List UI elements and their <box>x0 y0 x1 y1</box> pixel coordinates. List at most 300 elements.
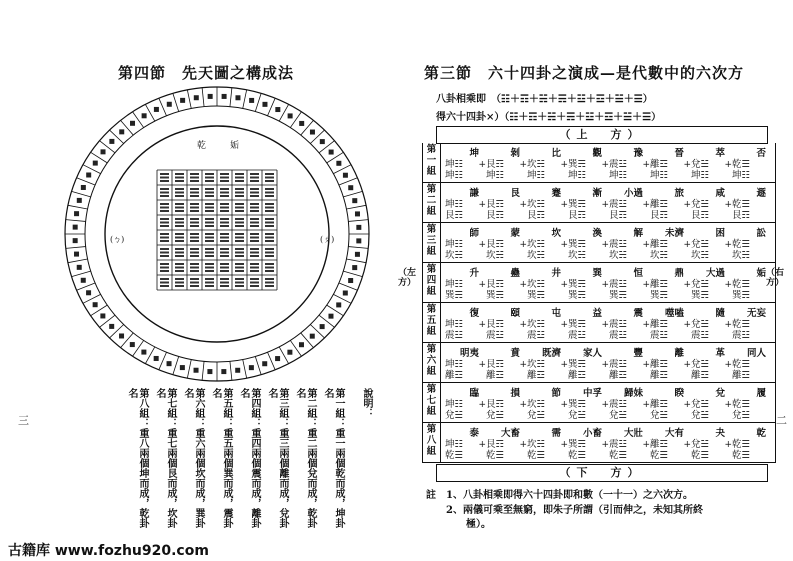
diagram-hexagram-mark <box>320 324 325 329</box>
diagram-grid-mark <box>175 237 184 239</box>
plus-sign: + <box>519 240 527 250</box>
lower-trigram: 離☲ <box>445 370 464 381</box>
diagram-spoke <box>202 88 204 107</box>
diagram-grid-mark <box>250 267 259 269</box>
lower-trigram: 艮☶ <box>691 210 710 221</box>
group-label: 第五組 <box>423 303 441 342</box>
diagram-grid-mark <box>235 218 244 220</box>
right-page-number: 二 <box>776 414 787 427</box>
diagram-hexagram-mark <box>262 102 267 107</box>
upper-trigram: 巽☴ <box>568 239 587 250</box>
diagram-grid-mark <box>250 222 259 224</box>
group-label: 第六組 <box>423 343 441 382</box>
hexagram-cell <box>730 143 770 179</box>
diagram-grid-mark <box>190 240 199 242</box>
diagram-grid-mark <box>235 267 244 269</box>
diagram-grid-mark <box>250 278 259 280</box>
diagram-spoke <box>77 283 95 290</box>
hexagram-name: 師 <box>469 228 479 239</box>
plus-sign: + <box>642 440 650 450</box>
hexagram-name: 坎 <box>551 228 561 239</box>
diagram-grid-mark <box>160 282 169 284</box>
hexagram-cell <box>484 343 527 381</box>
diagram-grid-mark <box>160 188 169 190</box>
hexagram-cell <box>689 143 732 181</box>
upper-trigram: 離☲ <box>650 199 669 210</box>
plus-sign: + <box>724 360 732 370</box>
lower-trigram: 坤☷ <box>445 170 464 181</box>
hexagram-cell <box>648 303 691 341</box>
diagram-grid-mark <box>205 237 214 239</box>
diagram-grid-mark <box>220 270 229 272</box>
diagram-hexagram-mark <box>180 365 185 370</box>
upper-trigram: 乾☰ <box>732 439 751 450</box>
hexagram-cell <box>525 263 568 301</box>
diagram-hexagram-mark <box>194 368 199 373</box>
upper-trigram: 坎☵ <box>527 279 546 290</box>
plus-sign: + <box>683 400 691 410</box>
lower-trigram: 艮☶ <box>650 210 669 221</box>
diagram-grid-mark <box>220 225 229 227</box>
lower-trigram: 艮☶ <box>568 210 587 221</box>
diagram-grid-mark <box>160 225 169 227</box>
upper-trigram: 坤☷ <box>445 319 464 330</box>
hexagram-name: 大過 <box>705 268 725 279</box>
diagram-grid-mark <box>190 237 199 239</box>
group-label: 第一組 <box>423 143 441 182</box>
diagram-grid-mark <box>160 278 169 280</box>
hexagram-name: 升 <box>469 268 479 279</box>
plus-sign: + <box>724 440 732 450</box>
diagram-grid-mark <box>205 285 214 287</box>
plus-sign: + <box>519 440 527 450</box>
plus-sign: + <box>601 280 609 290</box>
hexagram-cell <box>443 223 486 261</box>
diagram-grid-mark <box>235 207 244 209</box>
diagram-grid-mark <box>190 255 199 257</box>
lower-trigram: 兌☱ <box>732 410 751 421</box>
group-label: 第三組 <box>423 223 441 262</box>
diagram-grid-mark <box>250 252 259 254</box>
hexagram-cell <box>484 183 527 221</box>
diagram-grid-mark <box>265 285 274 287</box>
plus-sign: + <box>683 440 691 450</box>
diagram-hexagram-mark <box>221 369 226 374</box>
diagram-hexagram-mark <box>119 333 124 338</box>
plus-sign: + <box>683 160 691 170</box>
upper-trigram: 坤☷ <box>445 399 464 410</box>
hexagram-name: 恒 <box>633 268 643 279</box>
diagram-hexagram-mark <box>235 95 240 100</box>
diagram-grid-mark <box>175 270 184 272</box>
upper-trigram: 坎☵ <box>527 319 546 330</box>
upper-trigram: 震☳ <box>609 239 628 250</box>
plus-sign: + <box>683 320 691 330</box>
diagram-hexagram-mark <box>101 149 106 154</box>
diagram-hexagram-mark <box>355 211 360 216</box>
diagram-hexagram-mark <box>299 121 304 126</box>
diagram-hexagram-mark <box>194 95 199 100</box>
diagram-grid-mark <box>160 180 169 182</box>
hexagram-name: 震 <box>633 308 643 319</box>
plus-sign: + <box>724 160 732 170</box>
diagram-spoke <box>66 220 86 222</box>
diagram-grid-mark <box>235 225 244 227</box>
diagram-grid-mark <box>190 188 199 190</box>
diagram-grid-mark <box>190 225 199 227</box>
hexagram-name: 家人 <box>582 348 602 359</box>
lower-trigram: 坤☷ <box>486 170 505 181</box>
diagram-grid-mark <box>160 252 169 254</box>
plus-sign: + <box>560 280 568 290</box>
hexagram-cell <box>443 423 486 461</box>
diagram-hexagram-mark <box>310 334 315 339</box>
diagram-grid-mark <box>265 203 274 205</box>
diagram-grid-mark <box>175 240 184 242</box>
plus-sign: + <box>560 240 568 250</box>
hexagram-name: 渙 <box>592 228 602 239</box>
diagram-grid-mark <box>220 222 229 224</box>
diagram-grid-mark <box>265 237 274 239</box>
plus-sign: + <box>683 280 691 290</box>
lower-trigram: 兌☱ <box>568 410 587 421</box>
diagram-spoke <box>159 98 167 116</box>
lower-trigram: 巽☴ <box>732 290 751 301</box>
diagram-grid-mark <box>250 207 259 209</box>
right-page-title: 第三節 六十四卦之演成—是代數中的六次方 <box>424 64 745 82</box>
diagram-grid-mark <box>160 248 169 250</box>
diagram-grid-mark <box>205 225 214 227</box>
plus-sign: + <box>683 240 691 250</box>
diagram-spoke <box>173 356 179 374</box>
diagram-spoke <box>348 247 368 249</box>
lower-trigram: 兌☱ <box>691 410 710 421</box>
lower-trigram: 乾☰ <box>691 450 710 461</box>
upper-trigram: 乾☰ <box>732 239 751 250</box>
upper-trigram: 兌☱ <box>691 439 710 450</box>
diagram-hexagram-mark <box>288 113 293 118</box>
diagram-hexagram-mark <box>275 107 280 112</box>
diagram-grid-mark <box>160 173 169 175</box>
diagram-grid-mark <box>190 263 199 265</box>
hexagram-name: 晉 <box>674 148 684 159</box>
plus-sign: + <box>642 240 650 250</box>
lower-trigram: 乾☰ <box>609 450 628 461</box>
diagram-hexagram-mark <box>310 130 315 135</box>
lower-trigram: 坎☵ <box>650 250 669 261</box>
left-page-title: 第四節 先天圖之構成法 <box>118 64 295 82</box>
diagram-spoke <box>339 178 357 185</box>
hexagram-cell <box>648 143 691 181</box>
diagram-grid-mark <box>220 237 229 239</box>
hexagram-cell <box>566 303 609 341</box>
lower-trigram: 艮☶ <box>527 210 546 221</box>
diagram-grid-mark <box>265 177 274 179</box>
plus-sign: + <box>601 160 609 170</box>
hexagram-cell <box>525 223 568 261</box>
diagram-grid-mark <box>175 188 184 190</box>
lower-trigram: 艮☶ <box>445 210 464 221</box>
diagram-spoke <box>72 271 91 277</box>
diagram-grid-mark <box>205 180 214 182</box>
diagram-grid-mark <box>220 192 229 194</box>
hexagram-cell <box>730 343 770 379</box>
diagram-grid-mark <box>250 203 259 205</box>
upper-trigram: 離☲ <box>650 359 669 370</box>
formula-line-1: 八卦相乘即 （☷＋☶＋☵＋☴＋☳＋☲＋☱＋☰） <box>436 94 653 105</box>
lower-trigram: 坎☵ <box>609 250 628 261</box>
plus-sign: + <box>519 360 527 370</box>
lower-trigram: 巽☴ <box>527 290 546 301</box>
diagram-hexagram-mark <box>77 265 82 270</box>
xiantian-diagram <box>62 84 372 384</box>
diagram-spoke <box>268 98 276 116</box>
hexagram-cell <box>566 423 609 461</box>
diagram-hexagram-mark <box>222 94 227 99</box>
diagram-grid-mark <box>235 278 244 280</box>
lower-trigram: 離☲ <box>486 370 505 381</box>
upper-trigram: 巽☴ <box>568 319 587 330</box>
hexagram-name: 坤 <box>469 148 479 159</box>
plus-sign: + <box>478 400 486 410</box>
plus-sign: + <box>642 320 650 330</box>
hexagram-cell <box>689 223 732 261</box>
diagram-spoke <box>72 191 91 197</box>
plus-sign: + <box>724 280 732 290</box>
diagram-grid-mark <box>220 207 229 209</box>
upper-trigram: 兌☱ <box>691 159 710 170</box>
diagram-grid-mark <box>160 203 169 205</box>
hexagram-name: 遯 <box>756 188 766 199</box>
hexagram-cell <box>443 263 486 301</box>
plus-sign: + <box>601 200 609 210</box>
hexagram-name: 否 <box>756 148 766 159</box>
lower-trigram: 艮☶ <box>486 210 505 221</box>
diagram-grid-mark <box>205 173 214 175</box>
lower-trigram: 乾☰ <box>650 450 669 461</box>
upper-trigram: 震☳ <box>609 399 628 410</box>
lower-trigram: 兌☱ <box>445 410 464 421</box>
diagram-hexagram-mark <box>81 185 86 190</box>
diagram-grid-mark <box>220 252 229 254</box>
diagram-spoke <box>68 259 88 263</box>
diagram-grid-mark <box>205 252 214 254</box>
plus-sign: + <box>560 320 568 330</box>
upper-trigram: 坤☷ <box>445 279 464 290</box>
diagram-grid-mark <box>160 263 169 265</box>
lower-trigram: 坎☵ <box>527 250 546 261</box>
hexagram-cell <box>525 183 568 221</box>
hexagram-name: 兌 <box>715 388 725 399</box>
diagram-grid-mark <box>250 180 259 182</box>
group-row <box>422 143 776 183</box>
diagram-spoke <box>279 104 288 121</box>
hexagram-name: 井 <box>551 268 561 279</box>
diagram-grid-mark <box>250 255 259 257</box>
diagram-hexagram-mark <box>130 121 135 126</box>
diagram-spoke <box>68 205 88 209</box>
upper-trigram: 離☲ <box>650 439 669 450</box>
diagram-hexagram-mark <box>74 211 79 216</box>
hexagram-cell <box>443 183 486 221</box>
hexagram-cell <box>443 143 486 181</box>
hexagram-cell <box>730 303 770 339</box>
hexagram-cell <box>607 223 650 261</box>
hexagram-name: 旅 <box>674 188 684 199</box>
upper-trigram: 兌☱ <box>691 279 710 290</box>
diagram-hexagram-mark <box>343 291 348 296</box>
hexagram-name: 乾 <box>756 428 766 439</box>
plus-sign: + <box>601 360 609 370</box>
hexagram-name: 訟 <box>756 228 766 239</box>
diagram-grid-mark <box>175 248 184 250</box>
diagram-spoke <box>77 178 95 185</box>
hexagram-cell <box>443 343 486 381</box>
plus-sign: + <box>601 440 609 450</box>
hexagram-name: 蒙 <box>510 228 520 239</box>
plus-sign: + <box>642 280 650 290</box>
hexagram-cell <box>566 183 609 221</box>
diagram-grid-mark <box>235 188 244 190</box>
diagram-spoke <box>145 347 154 364</box>
diagram-grid-mark <box>265 210 274 212</box>
diagram-grid-mark <box>175 207 184 209</box>
diagram-grid-mark <box>220 233 229 235</box>
hexagram-cell <box>648 383 691 421</box>
hexagram-cell <box>484 263 527 301</box>
diagram-grid-mark <box>205 207 214 209</box>
diagram-grid-mark <box>175 282 184 284</box>
diagram-grid-mark <box>175 225 184 227</box>
diagram-grid-mark <box>175 263 184 265</box>
diagram-grid-mark <box>160 192 169 194</box>
diagram-spoke <box>202 361 204 380</box>
plus-sign: + <box>601 320 609 330</box>
diagram-hexagram-mark <box>119 129 124 134</box>
diagram-grid-mark <box>175 173 184 175</box>
group-row <box>422 303 776 343</box>
plus-sign: + <box>519 320 527 330</box>
diagram-grid-mark <box>265 255 274 257</box>
diagram-grid-mark <box>235 203 244 205</box>
hexagram-cell <box>566 143 609 181</box>
hexagram-cell <box>566 223 609 261</box>
lower-trigram: 坤☷ <box>527 170 546 181</box>
hexagram-name: 大畜 <box>500 428 520 439</box>
diagram-spoke <box>255 93 261 111</box>
lower-trigram: 巽☴ <box>609 290 628 301</box>
diagram-spoke <box>230 361 232 380</box>
diagram-hexagram-mark <box>275 356 280 361</box>
hexagram-name: 萃 <box>715 148 725 159</box>
plus-sign: + <box>642 400 650 410</box>
hexagram-name: 巽 <box>592 268 602 279</box>
diagram-grid-mark <box>220 278 229 280</box>
hexagram-cell <box>648 343 691 381</box>
lower-trigram: 離☲ <box>609 370 628 381</box>
diagram-grid-mark <box>190 278 199 280</box>
diagram-grid-mark <box>250 210 259 212</box>
diagram-grid-mark <box>205 218 214 220</box>
diagram-grid-mark <box>235 210 244 212</box>
note-line: 2、兩儀可乘至無窮，即朱子所謂（引而伸之，未知其所終 <box>426 505 703 516</box>
hexagram-cell <box>689 303 732 341</box>
hexagram-cell <box>689 383 732 421</box>
diagram-grid-mark <box>190 248 199 250</box>
plus-sign: + <box>519 280 527 290</box>
diagram-grid-mark <box>205 203 214 205</box>
right-page <box>396 0 793 530</box>
diagram-grid-mark <box>175 203 184 205</box>
lower-trigram: 震☳ <box>445 330 464 341</box>
hexagram-name: 需 <box>551 428 561 439</box>
group-row <box>422 383 776 423</box>
lower-trigram: 震☳ <box>650 330 669 341</box>
diagram-grid-mark <box>235 282 244 284</box>
plus-sign: + <box>560 200 568 210</box>
diagram-hexagram-mark <box>77 198 82 203</box>
diagram-grid-mark <box>220 263 229 265</box>
diagram-hexagram-mark <box>180 98 185 103</box>
diagram-grid-mark <box>205 270 214 272</box>
diagram-hexagram-mark <box>167 361 172 366</box>
hexagram-name: 既濟 <box>541 348 561 359</box>
plus-sign: + <box>478 280 486 290</box>
hexagram-name: 小過 <box>623 188 643 199</box>
diagram-hexagram-mark <box>287 350 292 355</box>
lower-trigram: 坤☷ <box>568 170 587 181</box>
diagram-grid-mark <box>205 210 214 212</box>
diagram-hexagram-mark <box>93 161 98 166</box>
diagram-grid-mark <box>265 270 274 272</box>
upper-trigram: 艮☶ <box>486 359 505 370</box>
hexagram-cell <box>689 263 732 301</box>
upper-trigram: 兌☱ <box>691 319 710 330</box>
plus-sign: + <box>560 160 568 170</box>
plus-sign: + <box>683 360 691 370</box>
hexagram-cell <box>689 183 732 221</box>
diagram-grid-mark <box>235 192 244 194</box>
diagram-hexagram-mark <box>336 302 341 307</box>
diagram-grid-mark <box>160 267 169 269</box>
upper-trigram: 艮☶ <box>486 199 505 210</box>
hexagram-name: 同人 <box>746 348 766 359</box>
hexagram-name: 隨 <box>715 308 725 319</box>
diagram-grid-mark <box>265 248 274 250</box>
explanation-column: 第八組：重八兩個坤而成，乾卦名 <box>126 388 148 528</box>
hexagram-name: 无妄 <box>746 308 766 319</box>
diagram-hexagram-mark <box>154 107 159 112</box>
diagram-grid-mark <box>205 195 214 197</box>
diagram-grid-mark <box>205 192 214 194</box>
upper-trigram: 坎☵ <box>527 239 546 250</box>
hexagram-cell <box>607 143 650 181</box>
diagram-grid-mark <box>250 195 259 197</box>
diagram-grid-mark <box>190 207 199 209</box>
diagram-grid-mark <box>205 188 214 190</box>
diagram-grid-mark <box>250 218 259 220</box>
upper-trigram: 坤☷ <box>445 359 464 370</box>
upper-trigram: 震☳ <box>609 319 628 330</box>
upper-trigram: 坎☵ <box>527 439 546 450</box>
diagram-grid-mark <box>205 222 214 224</box>
diagram-hexagram-mark <box>329 150 334 155</box>
hexagram-name: 剝 <box>510 148 520 159</box>
diagram-grid-mark <box>250 263 259 265</box>
explanation-column: 第一組：重一兩個乾而成，坤卦名 <box>322 388 344 528</box>
diagram-grid-mark <box>250 233 259 235</box>
diagram-grid-mark <box>175 218 184 220</box>
